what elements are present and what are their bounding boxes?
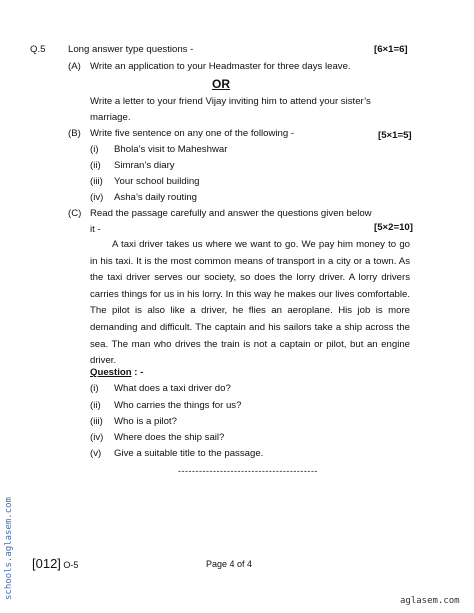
question-text: What does a taxi driver do? [114, 383, 231, 394]
part-c-line2: it - [90, 224, 101, 235]
question-title: Long answer type questions - [68, 44, 194, 55]
end-rule: ---------------------------------------- [178, 466, 318, 476]
question-heading-word: Question [90, 367, 132, 378]
list-item-num: (iii) [90, 176, 103, 187]
paper-code-main: [012] [32, 556, 61, 571]
question-num: (iii) [90, 416, 103, 427]
passage-text: A taxi driver takes us where we want to go. We pay him money to go in his taxi. It is the most common means of transport in a city or a town. As the taxi driver serves our society, so does the lorry driver. A lorry drivers carries things for us in his lorry. In this way he makes our lives comfortable. The pilot is also like a driver, he flies an aeroplane. His job is more demanding and difficult. The captain and his sailors take a ship across the sea. The man who drives the train is not a captain or pilot, but an engine driver. [90, 239, 410, 367]
list-item-text: Asha’s daily routing [114, 192, 198, 203]
question-text: Where does the ship sail? [114, 432, 225, 443]
question-text: Give a suitable title to the passage. [114, 448, 264, 459]
site-watermark: aglasem.com [400, 596, 460, 606]
or-separator: OR [212, 77, 230, 91]
list-item-text: Simran’s diary [114, 160, 175, 171]
question-heading-suffix: : - [131, 367, 144, 378]
question-number: Q.5 [30, 44, 46, 55]
part-b-label: (B) [68, 128, 81, 139]
part-b-marks: [5×1=5] [378, 130, 412, 141]
question-num: (v) [90, 448, 102, 459]
question-num: (ii) [90, 400, 101, 411]
question-text: Who carries the things for us? [114, 400, 242, 411]
paper-code [32, 556, 78, 571]
part-b-text: Write five sentence on any one of the following - [90, 128, 295, 139]
question-text: Who is a pilot? [114, 416, 177, 427]
part-a-alt-line2: marriage. [90, 112, 131, 123]
side-watermark: schools.aglasem.com [4, 497, 14, 600]
part-a-label: (A) [68, 61, 81, 72]
part-c-marks: [5×2=10] [374, 222, 413, 233]
paper-code-suffix: O-5 [60, 560, 79, 570]
list-item-text: Bhola’s visit to Maheshwar [114, 144, 228, 155]
question-num: (i) [90, 383, 99, 394]
page-number: Page 4 of 4 [206, 559, 253, 569]
list-item-num: (ii) [90, 160, 101, 171]
question-heading [90, 367, 143, 378]
list-item-num: (i) [90, 144, 99, 155]
list-item-num: (iv) [90, 192, 104, 203]
part-a-alt-line1: Write a letter to your friend Vijay inviting him to attend your sister’s [90, 96, 371, 107]
question-num: (iv) [90, 432, 104, 443]
list-item-text: Your school building [114, 176, 200, 187]
part-c-line1: Read the passage carefully and answer the questions given below [90, 208, 372, 219]
part-c-label: (C) [68, 208, 82, 219]
reading-passage [90, 237, 410, 370]
question-marks: [6×1=6] [374, 44, 408, 55]
part-a-text: Write an application to your Headmaster for three days leave. [90, 61, 351, 72]
